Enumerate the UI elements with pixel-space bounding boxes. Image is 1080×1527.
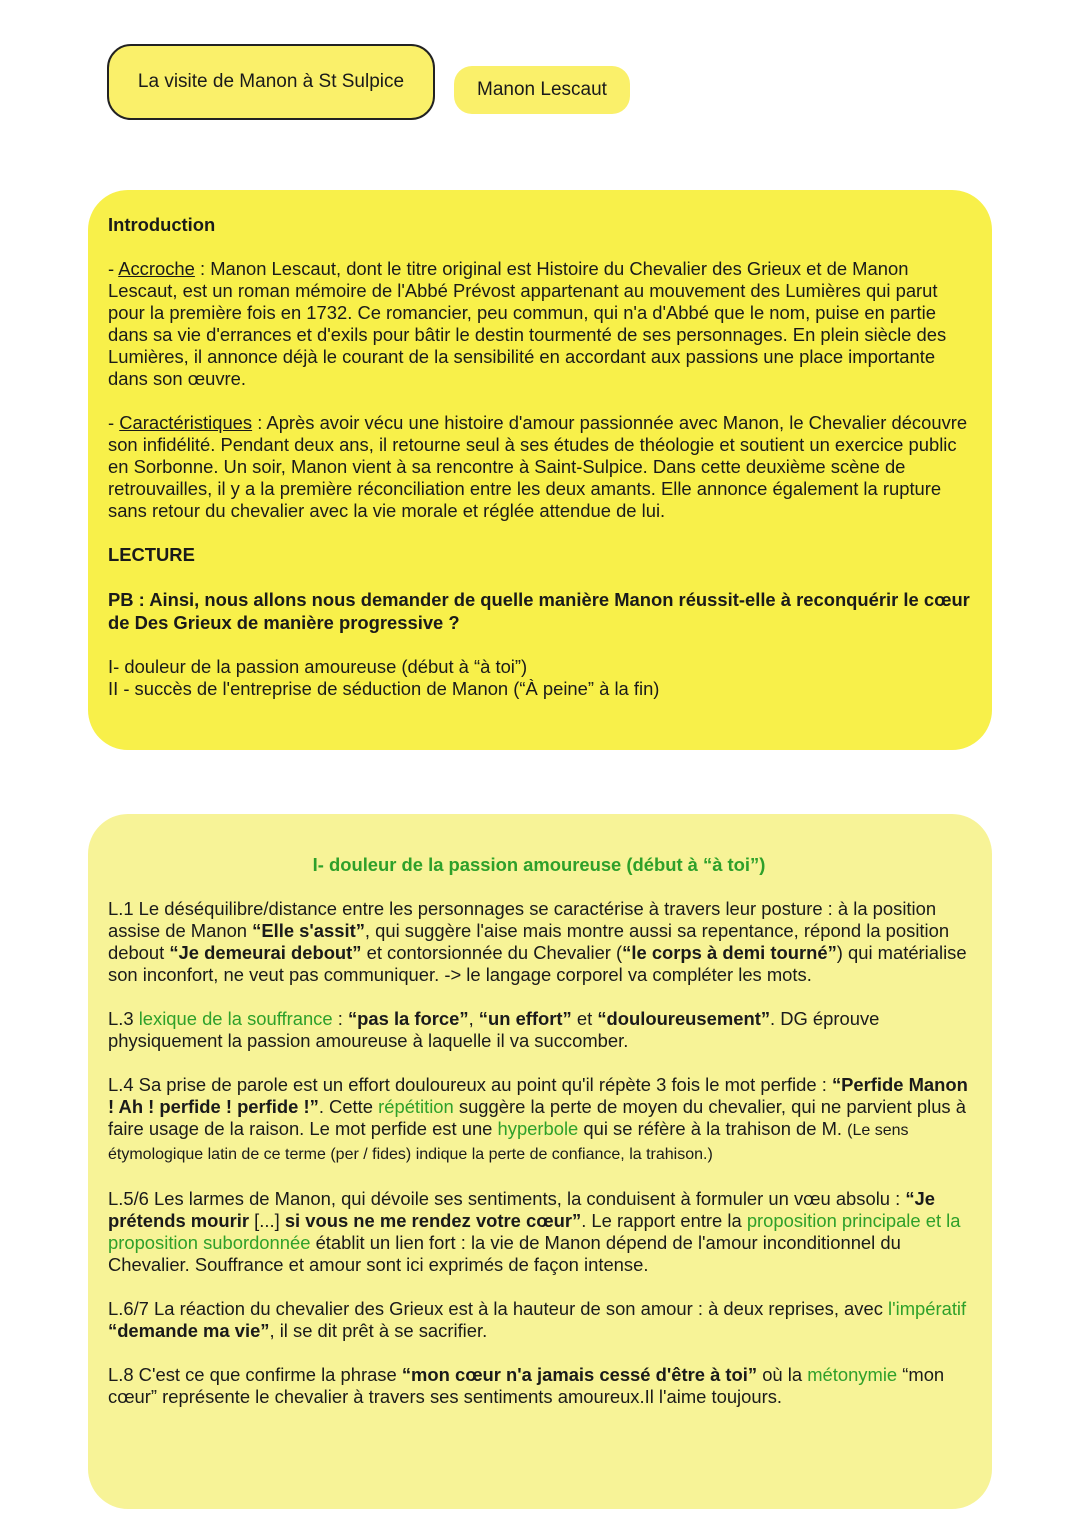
analysis-l5-6 — [108, 1188, 970, 1276]
text: : — [332, 1008, 348, 1029]
part1-title: I- douleur de la passion amoureuse (début à “à toi”) — [312, 854, 766, 875]
book-tag — [454, 66, 630, 114]
text: qui se réfère à la trahison de M. — [578, 1118, 848, 1139]
text: . Le rapport entre la — [581, 1210, 747, 1231]
figure-term: lexique de la souffrance — [138, 1008, 333, 1029]
figure-term: répétition — [378, 1096, 454, 1117]
quote: “un effort” — [478, 1008, 572, 1029]
quote: si vous ne me rendez votre cœur” — [284, 1210, 582, 1231]
quote: “Elle s'assit” — [252, 920, 365, 941]
dash: - — [108, 412, 120, 433]
text: et — [571, 1008, 598, 1029]
text: et contorsionnée du Chevalier ( — [361, 942, 623, 963]
text: [...] — [249, 1210, 285, 1231]
book-tag-text: Manon Lescaut — [477, 79, 607, 100]
text: établit un lien fort : la vie de Manon dépend de l'amour inconditionnel du Chevalier. Souffrance et amour sont ici exprimés de façon intense. — [108, 1232, 901, 1275]
analysis-l4 — [108, 1074, 970, 1166]
text: , il se dit prêt à se sacrifier. — [269, 1320, 488, 1341]
figure-term: l'impératif — [888, 1298, 967, 1319]
text: , — [468, 1008, 479, 1029]
text: L.4 Sa prise de parole est un effort douloureux au point qu'il répète 3 fois le mot perfide : — [108, 1074, 832, 1095]
caracteristiques-label: Caractéristiques — [119, 412, 253, 433]
accroche-paragraph — [108, 258, 970, 390]
introduction-card — [88, 190, 992, 750]
quote: “douloureusement” — [597, 1008, 771, 1029]
quote: “le corps à demi tourné” — [622, 942, 837, 963]
introduction-heading: Introduction — [108, 214, 216, 235]
text: , qui suggère l'aise mais montre aussi sa repentance, répond la position debout — [108, 920, 950, 963]
text: L.8 C'est ce que confirme la phrase — [108, 1364, 402, 1385]
quote: “Je prétends mourir — [108, 1188, 936, 1231]
caracteristiques-text: : Après avoir vécu une histoire d'amour passionnée avec Manon, le Chevalier découvre son infidélité. Pendant deux ans, il retourne seul à ses études de théologie et soutient un exercice public en Sorbonne. Un soir, Manon vient à sa rencontre à Saint-Sulpice. Dans cette deuxième scène de retrouvailles, il y a la première réconciliation entre les deux amants. Elle annonce également la rupture sans retour du chevalier avec la vie morale et réglée attendue de lui. — [108, 412, 968, 521]
caracteristiques-paragraph — [108, 412, 970, 522]
text: suggère la perte de moyen du chevalier, qui ne parvient plus à faire usage de la raison. Le mot perfide est une — [108, 1096, 966, 1139]
analysis-l1 — [108, 898, 970, 986]
text: où la — [757, 1364, 808, 1385]
accroche-label: Accroche — [118, 258, 195, 279]
plan-item-1: I- douleur de la passion amoureuse (début à “à toi”) — [108, 656, 528, 677]
quote: “Je demeurai debout” — [169, 942, 362, 963]
text: “mon cœur” représente le chevalier à travers ses sentiments amoureux.Il l'aime toujours. — [108, 1364, 945, 1407]
text: . Cette — [318, 1096, 379, 1117]
text: L.5/6 Les larmes de Manon, qui dévoile ses sentiments, la conduisent à formuler un vœu absolu : — [108, 1188, 906, 1209]
lecture-heading: LECTURE — [108, 544, 195, 565]
title-tag-text: La visite de Manon à St Sulpice — [137, 71, 405, 92]
figure-term: métonymie — [807, 1364, 898, 1385]
accroche-text: : Manon Lescaut, dont le titre original est Histoire du Chevalier des Grieux et de Manon Lescaut, est un roman mémoire de l'Abbé Prévost appartenant au mouvement des Lumières qui parut pour la première fois en 1732. Ce romancier, peu commun, qui n'a d'Abbé que le nom, puise en partie dans sa vie d'errances et d'exils pour bâtir le destin tourmenté de ses personnages. En plein siècle des Lumières, il annonce déjà le courant de la sensibilité en accordant aux passions une place importante dans son œuvre. — [108, 258, 947, 389]
text: . DG éprouve physiquement la passion amoureuse à laquelle il va succomber. — [108, 1008, 880, 1051]
quote: “pas la force” — [347, 1008, 469, 1029]
figure-term: hyperbole — [497, 1118, 579, 1139]
quote: “mon cœur n'a jamais cessé d'être à toi” — [401, 1364, 758, 1385]
text: L.1 Le déséquilibre/distance entre les personnages se caractérise à travers leur posture : à la position assise de Manon — [108, 898, 937, 941]
title-tag — [107, 44, 435, 120]
quote: “Perfide Manon ! Ah ! perfide ! perfide !” — [108, 1074, 968, 1117]
quote: “demande ma vie” — [108, 1320, 270, 1341]
analysis-l6-7 — [108, 1298, 970, 1342]
analysis-l3 — [108, 1008, 970, 1052]
etymology-note: (Le sens étymologique latin de ce terme (per / fides) indique la perte de confiance, la trahison.) — [108, 1122, 909, 1163]
problematique: PB : Ainsi, nous allons nous demander de quelle manière Manon réussit-elle à reconquérir le cœur de Des Grieux de manière progressive ? — [108, 589, 970, 633]
text: L.6/7 La réaction du chevalier des Grieux est à la hauteur de son amour : à deux reprises, avec — [108, 1298, 889, 1319]
part1-card — [88, 814, 992, 1509]
analysis-l8 — [108, 1364, 970, 1408]
dash: - — [108, 258, 119, 279]
text: L.3 — [108, 1008, 139, 1029]
plan-item-2: II - succès de l'entreprise de séduction de Manon (“À peine” à la fin) — [108, 678, 660, 699]
figure-term: proposition principale et la proposition subordonnée — [108, 1210, 961, 1253]
text: ) qui matérialise son inconfort, ne veut pas communiquer. -> le langage corporel va compléter les mots. — [108, 942, 967, 985]
